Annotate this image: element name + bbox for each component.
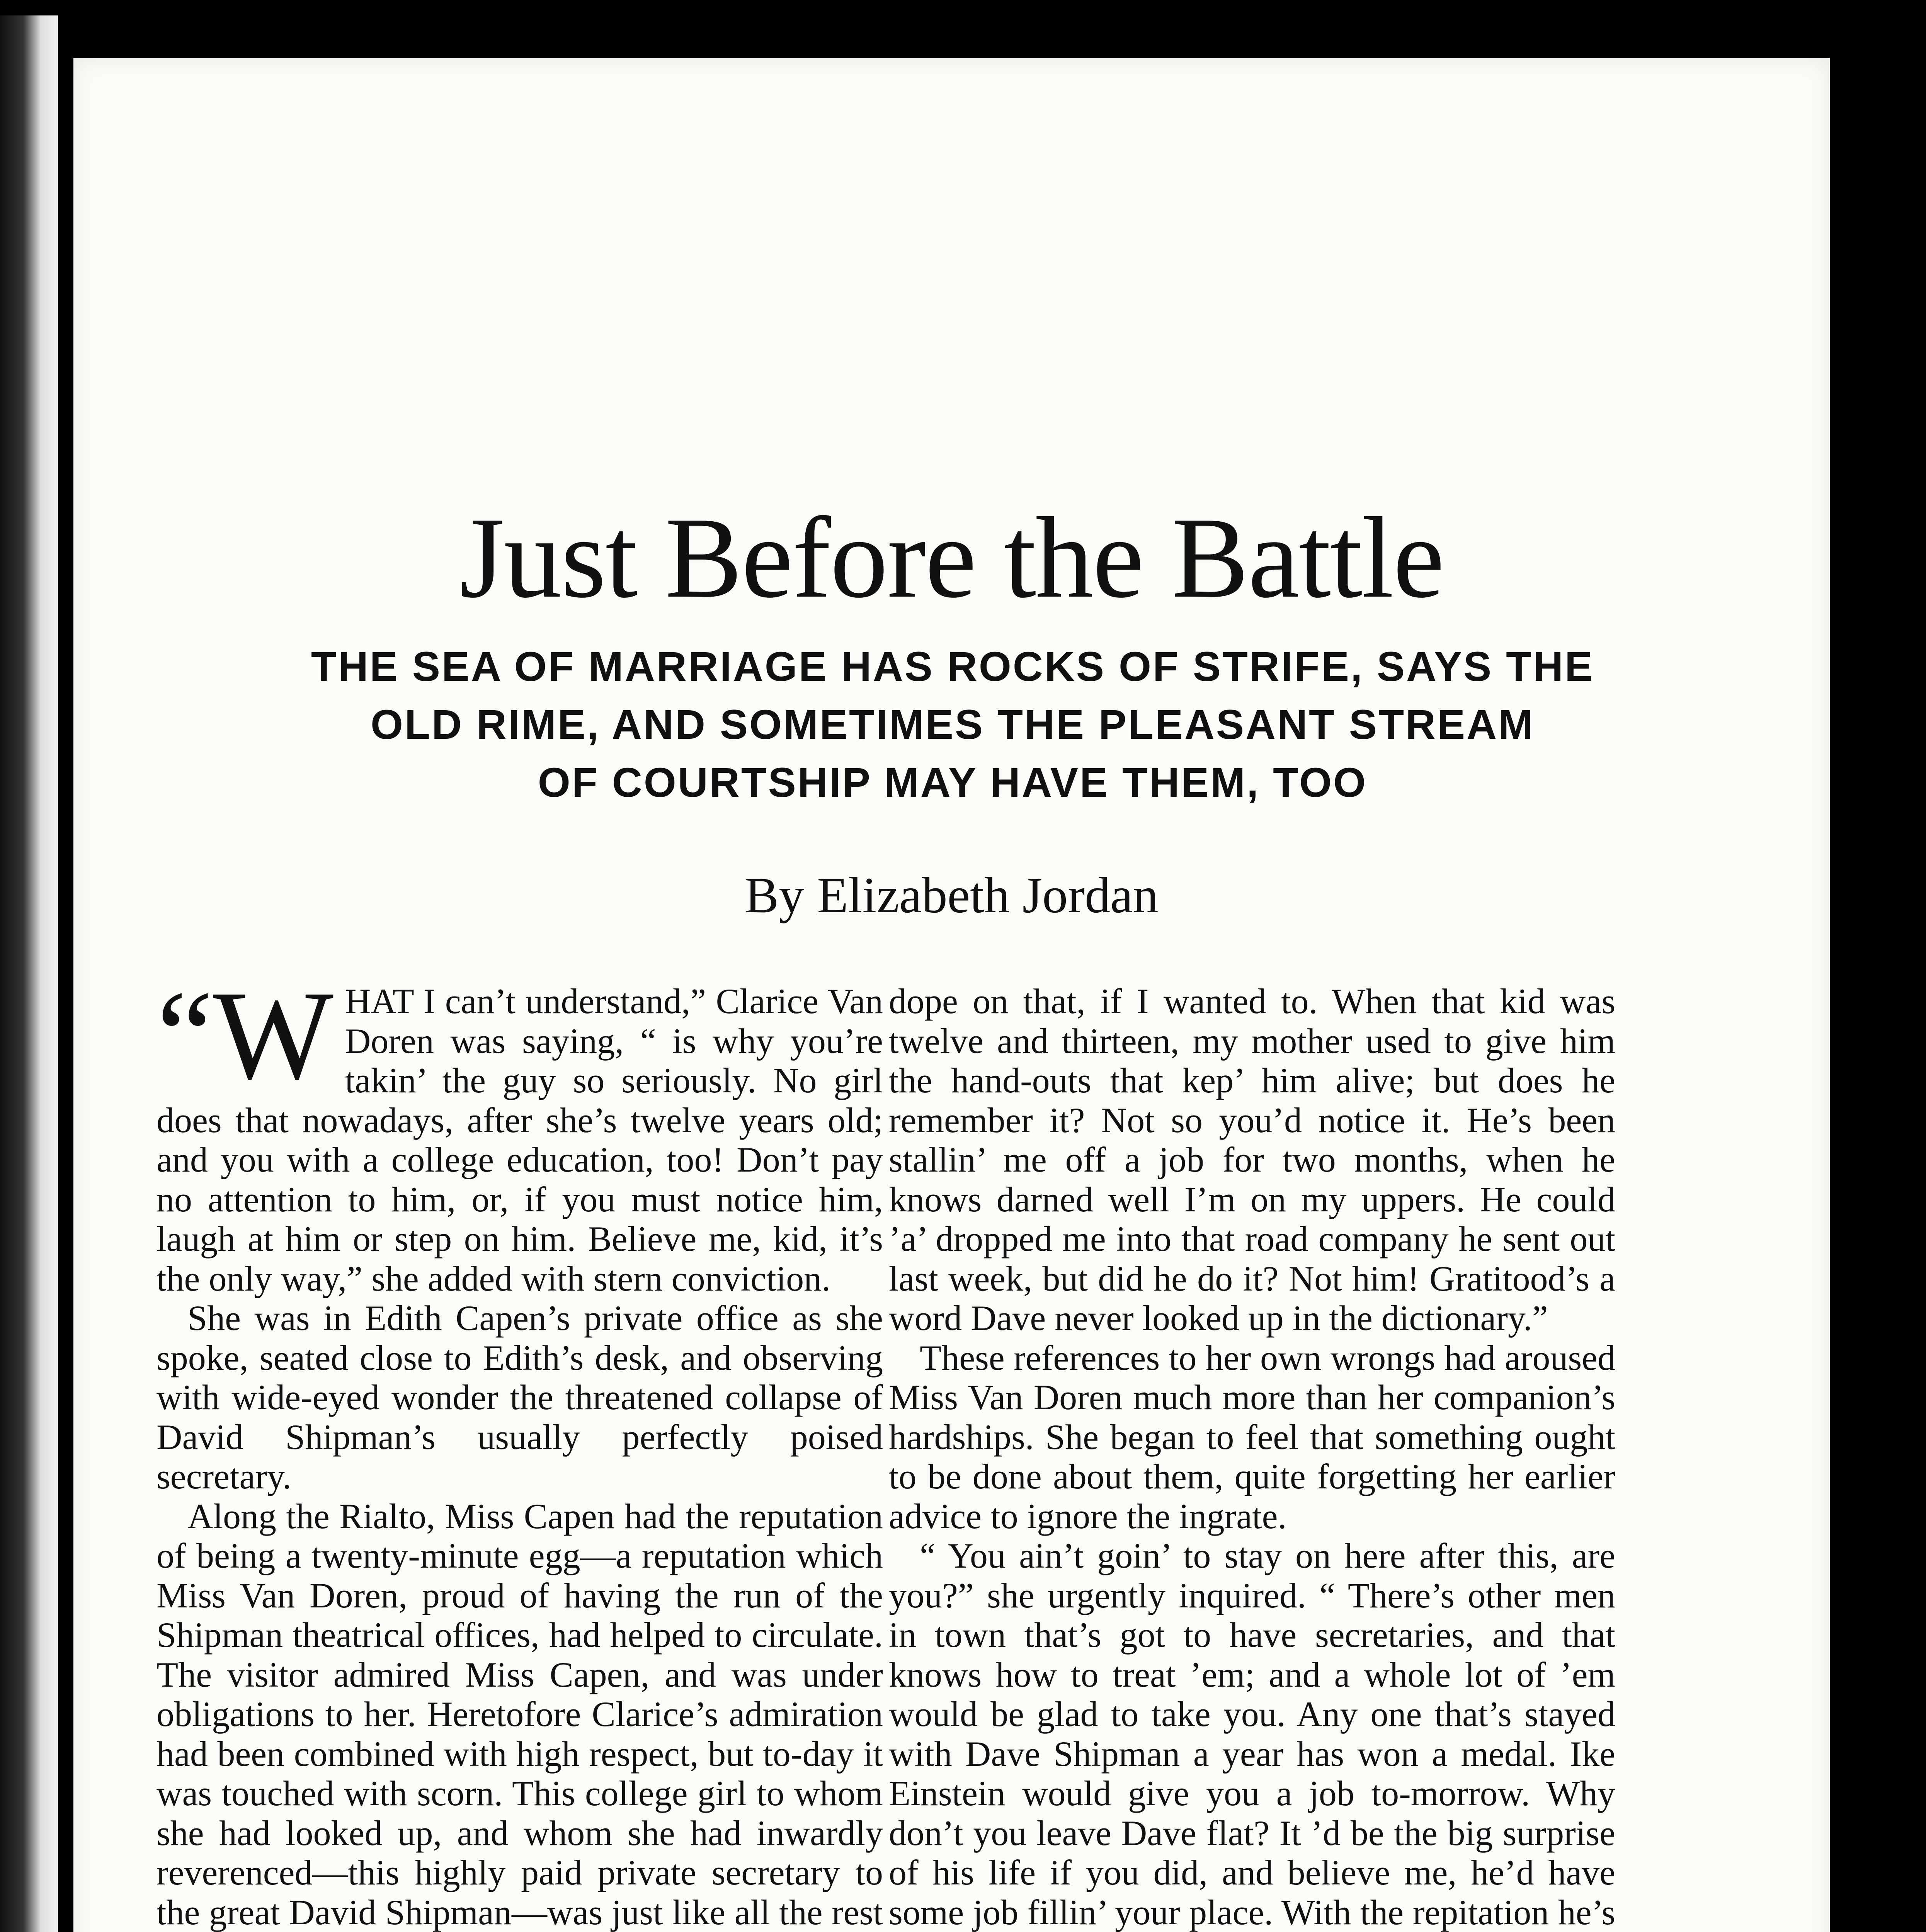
deck-line: OF COURTSHIP MAY HAVE THEM, TOO — [538, 759, 1368, 806]
deck-line: THE SEA OF MARRIAGE HAS ROCKS OF STRIFE, SAYS THE — [311, 643, 1594, 690]
column-right — [889, 981, 1615, 1932]
paragraph: She was in Edith Capen’s private office as she spoke, seated close to Edith’s desk, and observing with wide-eyed wonder the threatened collapse of David Shipman’s usually perfectly poised secretary. — [157, 1298, 883, 1496]
byline: By Elizabeth Jordan — [745, 867, 1159, 923]
magazine-page — [73, 58, 1830, 1932]
paragraph: “ You ain’t goin’ to stay on here after this, are you?” she urgently inquired. “ There’s other men in town that’s got to have secretaries, and that knows how to treat ’em; and a whole lot of ’em would be glad to take you. Any one that’s stayed with Dave Shipman a year has won a medal. Ike Einstein would give you a job to-morrow. Why don’t you leave Dave flat? It ’d be the big surprise of his life if you did, and believe me, he’d have some job fillin’ your place. With the repitation he’s — [889, 1536, 1615, 1932]
story-title: Just Before the Battle — [459, 493, 1444, 622]
column-left — [157, 981, 883, 1932]
drop-cap — [157, 981, 333, 1106]
story-deck — [174, 638, 1731, 811]
binding-spine — [0, 15, 58, 1932]
paragraph: These references to her own wrongs had aroused Miss Van Doren much more than her companion’s hardships. She began to feel that something ought to be done about them, quite forgetting her earlier advice to ignore the ingrate. — [889, 1338, 1615, 1536]
drop-cap-quote: “ — [157, 981, 213, 1106]
paragraph: Along the Rialto, Miss Capen had the reputation of being a twenty-minute egg—a reputation which Miss Van Doren, proud of having the run of the Shipman theatrical offices, had helped to circulate. The visitor admired Miss Capen, and was under obligations to her. Heretofore Clarice’s admiration had been combined with high respect, but to-day it was touched with scorn. This college girl to whom she had looked up, and whom she had inwardly reverenced—this highly paid private secretary to the great David Shipman—was just like all the rest — [157, 1496, 883, 1932]
deck-line: OLD RIME, AND SOMETIMES THE PLEASANT STREAM — [370, 701, 1535, 748]
paragraph-text: HAT I can’t understand,” Clarice Van Doren was saying, “ is why you’re takin’ the guy so seriously. No girl does that nowadays, after she’s twelve years old; and you with a college education, too! Don’t pay no attention to him, or, if you must notice him, laugh at him or step on him. Believe me, kid, it’s the only way,” she added with stern conviction. — [157, 981, 883, 1298]
opening-paragraph — [157, 981, 883, 1298]
paragraph: dope on that, if I wanted to. When that kid was twelve and thirteen, my mother used to give him the hand-outs that kep’ him alive; but does he remember it? Not so you’d notice it. He’s been stallin’ me off a job for two months, when he knows darned well I’m on my uppers. He could ’a’ dropped me into that road company he sent out last week, but did he do it? Not him! Gratitood’s a word Dave never looked up in the dictionary.” — [889, 981, 1615, 1338]
drop-cap-letter: W — [213, 981, 333, 1106]
